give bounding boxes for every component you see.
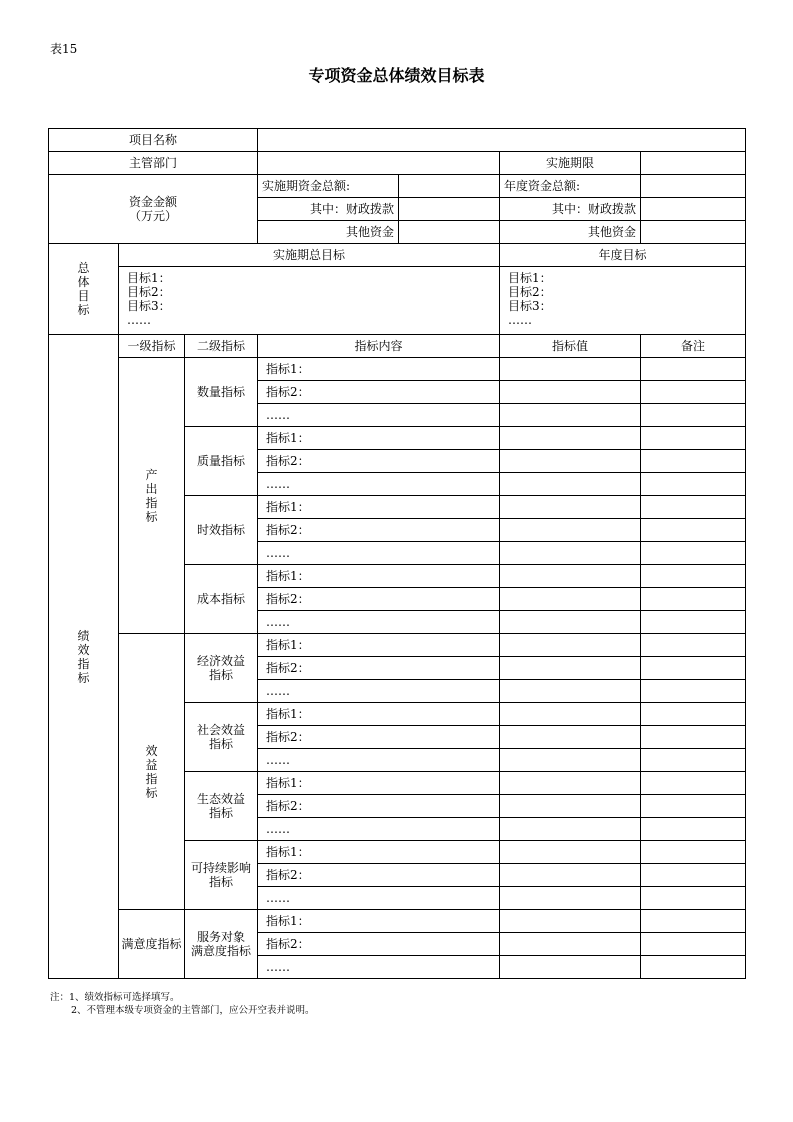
other-funds-label-period: 其他资金 <box>258 221 399 244</box>
indicator-value[interactable] <box>500 519 641 542</box>
period-label: 实施期限 <box>500 152 641 175</box>
indicator-value[interactable] <box>500 381 641 404</box>
indicator-note[interactable] <box>641 887 746 910</box>
indicator-row <box>49 358 746 381</box>
indicator-note[interactable] <box>641 634 746 657</box>
indicator-value[interactable] <box>500 611 641 634</box>
indicator-value[interactable] <box>500 864 641 887</box>
form-number: 表15 <box>50 42 78 56</box>
indicator-content[interactable]: 指标1： <box>258 496 500 519</box>
indicator-note[interactable] <box>641 358 746 381</box>
indicator-note[interactable] <box>641 864 746 887</box>
indicator-note[interactable] <box>641 703 746 726</box>
annual-funds-value[interactable] <box>641 175 746 198</box>
notes <box>50 991 315 1017</box>
indicator-value[interactable] <box>500 726 641 749</box>
indicator-value[interactable] <box>500 358 641 381</box>
indicator-note[interactable] <box>641 657 746 680</box>
indicator-content[interactable]: …… <box>258 404 500 427</box>
col-header-level2: 二级指标 <box>185 335 258 358</box>
annual-goal-1: 目标1： <box>508 271 552 285</box>
annual-goals-cell[interactable] <box>500 267 746 335</box>
indicator-content[interactable]: …… <box>258 818 500 841</box>
col-header-content: 指标内容 <box>258 335 500 358</box>
indicator-note[interactable] <box>641 565 746 588</box>
fiscal-label-annual: 其中：财政拨款 <box>500 198 641 221</box>
funds-label-cell <box>49 175 258 244</box>
level2-social: 社会效益 指标 <box>185 703 258 772</box>
indicator-content[interactable]: 指标1： <box>258 910 500 933</box>
overall-goal-label: 总 体 目 标 <box>49 244 119 335</box>
indicator-note[interactable] <box>641 381 746 404</box>
annual-goal-3: 目标3： <box>508 299 552 313</box>
indicator-value[interactable] <box>500 473 641 496</box>
indicator-value[interactable] <box>500 818 641 841</box>
indicator-value[interactable] <box>500 749 641 772</box>
fiscal-label-period: 其中：财政拨款 <box>258 198 399 221</box>
period-value[interactable] <box>641 152 746 175</box>
indicator-note[interactable] <box>641 588 746 611</box>
level1-output: 产 出 指 标 <box>119 358 185 634</box>
indicator-content[interactable]: 指标2： <box>258 588 500 611</box>
col-header-value: 指标值 <box>500 335 641 358</box>
indicator-note[interactable] <box>641 427 746 450</box>
indicator-content[interactable]: …… <box>258 611 500 634</box>
level2-quantity: 数量指标 <box>185 358 258 427</box>
indicator-content[interactable]: 指标2： <box>258 933 500 956</box>
fiscal-value-period[interactable] <box>399 198 500 221</box>
funds-label: 资金金额 <box>129 195 178 209</box>
indicator-content[interactable]: 指标2： <box>258 864 500 887</box>
indicator-note[interactable] <box>641 519 746 542</box>
indicator-value[interactable] <box>500 450 641 473</box>
indicator-value[interactable] <box>500 887 641 910</box>
indicator-value[interactable] <box>500 427 641 450</box>
indicator-value[interactable] <box>500 565 641 588</box>
indicator-content[interactable]: …… <box>258 956 500 979</box>
indicator-value[interactable] <box>500 795 641 818</box>
note-1: 注：1、绩效指标可选择填写。 <box>50 992 180 1003</box>
indicator-value[interactable] <box>500 703 641 726</box>
indicator-content[interactable]: 指标1： <box>258 703 500 726</box>
project-name-value[interactable] <box>258 129 746 152</box>
performance-target-table <box>48 128 746 979</box>
perf-label: 绩 效 指 标 <box>49 335 119 979</box>
period-goals-cell[interactable] <box>119 267 500 335</box>
indicator-value[interactable] <box>500 680 641 703</box>
total-period-funds-value[interactable] <box>399 175 500 198</box>
dept-label: 主管部门 <box>49 152 258 175</box>
period-goal-3: 目标3： <box>127 299 171 313</box>
level1-benefit: 效 益 指 标 <box>119 634 185 910</box>
indicator-note[interactable] <box>641 818 746 841</box>
level1-satisfaction: 满意度指标 <box>119 910 185 979</box>
indicator-value[interactable] <box>500 910 641 933</box>
indicator-value[interactable] <box>500 634 641 657</box>
indicator-content[interactable]: …… <box>258 542 500 565</box>
period-goal-1: 目标1： <box>127 271 171 285</box>
funds-unit: （万元） <box>129 209 178 223</box>
indicator-content[interactable]: …… <box>258 887 500 910</box>
page-title: 专项资金总体绩效目标表 <box>308 66 485 85</box>
indicator-value[interactable] <box>500 496 641 519</box>
indicator-content[interactable]: 指标2： <box>258 657 500 680</box>
col-header-level1: 一级指标 <box>119 335 185 358</box>
indicator-content[interactable]: 指标1： <box>258 772 500 795</box>
indicator-content[interactable]: 指标1： <box>258 841 500 864</box>
indicator-content[interactable]: 指标2： <box>258 795 500 818</box>
annual-funds-label: 年度资金总额: <box>500 175 641 198</box>
fiscal-value-annual[interactable] <box>641 198 746 221</box>
period-goal-2: 目标2： <box>127 285 171 299</box>
indicator-note[interactable] <box>641 680 746 703</box>
indicator-content[interactable]: 指标2： <box>258 726 500 749</box>
indicator-value[interactable] <box>500 542 641 565</box>
period-goal-more: …… <box>127 313 151 327</box>
indicator-row <box>49 634 746 657</box>
indicator-note[interactable] <box>641 404 746 427</box>
indicator-value[interactable] <box>500 933 641 956</box>
indicator-note[interactable] <box>641 772 746 795</box>
annual-goal-2: 目标2： <box>508 285 552 299</box>
project-name-label: 项目名称 <box>49 129 258 152</box>
dept-value[interactable] <box>258 152 500 175</box>
annual-goal-header: 年度目标 <box>500 244 746 267</box>
indicator-note[interactable] <box>641 542 746 565</box>
indicator-note[interactable] <box>641 473 746 496</box>
note-2: 2、不管理本级专项资金的主管部门，应公开空表并说明。 <box>71 1005 315 1016</box>
indicator-content[interactable]: 指标1： <box>258 358 500 381</box>
level2-quality: 质量指标 <box>185 427 258 496</box>
indicator-row <box>49 910 746 933</box>
indicator-note[interactable] <box>641 496 746 519</box>
other-funds-value-annual[interactable] <box>641 221 746 244</box>
indicator-note[interactable] <box>641 795 746 818</box>
level2-timeliness: 时效指标 <box>185 496 258 565</box>
indicator-value[interactable] <box>500 404 641 427</box>
indicator-value[interactable] <box>500 657 641 680</box>
indicator-content[interactable]: 指标1： <box>258 427 500 450</box>
total-period-funds-label: 实施期资金总额: <box>258 175 399 198</box>
indicator-content[interactable]: …… <box>258 680 500 703</box>
indicator-content[interactable]: 指标1： <box>258 634 500 657</box>
indicator-note[interactable] <box>641 726 746 749</box>
indicator-note[interactable] <box>641 910 746 933</box>
indicator-note[interactable] <box>641 749 746 772</box>
level2-ecological: 生态效益 指标 <box>185 772 258 841</box>
level2-service: 服务对象 满意度指标 <box>185 910 258 979</box>
indicator-value[interactable] <box>500 588 641 611</box>
indicator-content[interactable]: …… <box>258 749 500 772</box>
indicator-value[interactable] <box>500 772 641 795</box>
indicator-note[interactable] <box>641 841 746 864</box>
indicator-value[interactable] <box>500 956 641 979</box>
period-goal-header: 实施期总目标 <box>119 244 500 267</box>
level2-sustainable: 可持续影响 指标 <box>185 841 258 910</box>
other-funds-label-annual: 其他资金 <box>500 221 641 244</box>
level2-economic: 经济效益 指标 <box>185 634 258 703</box>
indicator-content[interactable]: 指标1： <box>258 565 500 588</box>
level2-cost: 成本指标 <box>185 565 258 634</box>
indicator-content[interactable]: 指标2： <box>258 519 500 542</box>
annual-goal-more: …… <box>508 313 533 327</box>
other-funds-value-period[interactable] <box>399 221 500 244</box>
indicator-value[interactable] <box>500 841 641 864</box>
indicator-content[interactable]: 指标2： <box>258 450 500 473</box>
indicator-content[interactable]: 指标2： <box>258 381 500 404</box>
indicator-note[interactable] <box>641 933 746 956</box>
indicator-note[interactable] <box>641 956 746 979</box>
indicator-content[interactable]: …… <box>258 473 500 496</box>
indicator-note[interactable] <box>641 450 746 473</box>
indicator-note[interactable] <box>641 611 746 634</box>
col-header-note: 备注 <box>641 335 746 358</box>
